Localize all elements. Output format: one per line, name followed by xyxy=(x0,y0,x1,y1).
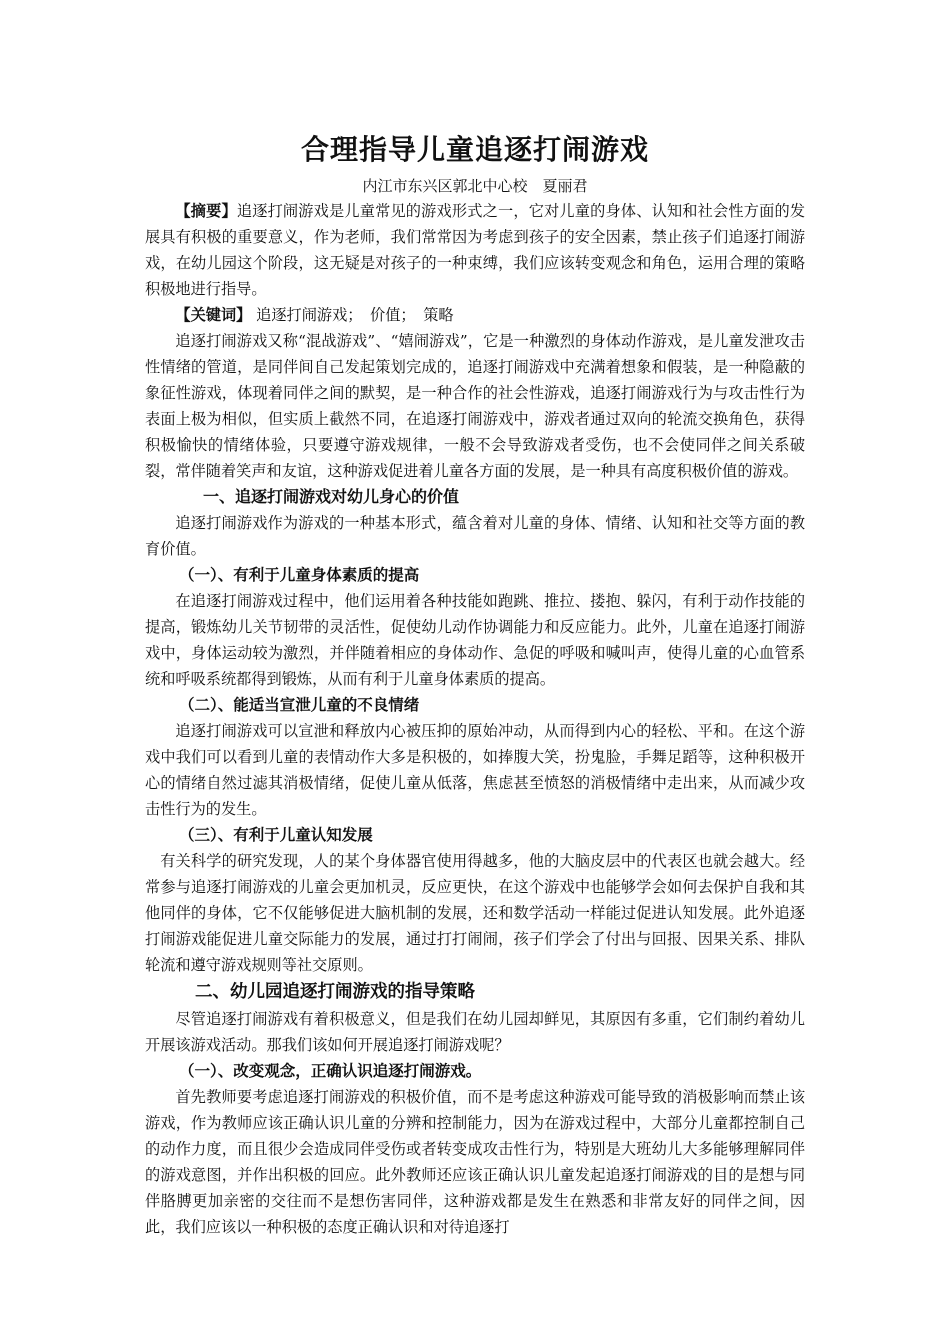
section1-sub1-text: 在追逐打闹游戏过程中，他们运用着各种技能如跑跳、推拉、搂抱、躲闪，有利于动作技能的提高，锻炼幼儿关节韧带的灵活性，促使幼儿动作协调能力和反应能力。此外，儿童在追逐打闹游戏中，身体运动较为激烈，并伴随着相应的身体动作、急促的呼吸和喊叫声，使得儿童的心血管系统和呼吸系统都得到锻炼，从而有利于儿童身体素质的提高。 xyxy=(145,592,805,688)
section1-sub2-heading: （二）、能适当宣泄儿童的不良情绪 xyxy=(179,696,420,714)
section1-sub1-heading: （一）、有利于儿童身体素质的提高 xyxy=(179,566,420,584)
section1-sub3-text: 有关科学的研究发现，人的某个身体器官使用得越多，他的大脑皮层中的代表区也就会越大。经常参与追逐打闹游戏的儿童会更加机灵，反应更快，在这个游戏中也能够学会如何去保护自我和其他同伴的身体，它不仅能够促进大脑机制的发展，还和数学活动一样能过促进认知发展。此外追逐打闹游戏能促进儿童交际能力的发展，通过打打闹闹，孩子们学会了付出与回报、因果关系、排队轮流和遵守游戏规则等社交原则。 xyxy=(145,852,805,974)
section2-sub1-heading: （一）、改变观念，正确认识追逐打闹游戏。 xyxy=(179,1062,482,1080)
section1-intro: 追逐打闹游戏作为游戏的一种基本形式，蕴含着对儿童的身体、情绪、认知和社交等方面的教育价值。 xyxy=(145,514,805,558)
author-line: 内江市东兴区郭北中心校 夏丽君 xyxy=(362,177,588,195)
section1-sub3-heading: （三）、有利于儿童认知发展 xyxy=(179,826,373,844)
section1-sub2-text: 追逐打闹游戏可以宣泄和释放内心被压抑的原始冲动，从而得到内心的轻松、平和。在这个游戏中我们可以看到儿童的表情动作大多是积极的，如捧腹大笑，扮鬼脸，手舞足蹈等，这种积极开心的情绪自然过滤其消极情绪，促使儿童从低落，焦虑甚至愤怒的消极情绪中走出来，从而减少攻击性行为的发生。 xyxy=(145,722,805,818)
intro-paragraph: 追逐打闹游戏又称“混战游戏”、“嬉闹游戏”，它是一种激烈的身体动作游戏，是儿童发泄攻击性情绪的管道，是同伴间自己发起策划完成的，追逐打闹游戏中充满着想象和假装，是一种隐蔽的象征性游戏，体现着同伴之间的默契，是一种合作的社会性游戏，追逐打闹游戏行为与攻击性行为表面上极为相似，但实质上截然不同，在追逐打闹游戏中，游戏者通过双向的轮流交换角色，获得积极愉快的情绪体验，只要遵守游戏规律，一般不会导致游戏者受伤，也不会使同伴之间关系破裂，常伴随着笑声和友谊，这种游戏促进着儿童各方面的发展，是一种具有高度积极价值的游戏。 xyxy=(145,332,805,480)
section2-sub1-text: 首先教师要考虑追逐打闹游戏的积极价值，而不是考虑这种游戏可能导致的消极影响而禁止该游戏，作为教师应该正确认识儿童的分辨和控制能力，因为在游戏过程中，大部分儿童都控制自己的动作力度，而且很少会造成同伴受伤或者转变成攻击性行为，特别是大班幼儿大多能够理解同伴的游戏意图，并作出积极的回应。此外教师还应该正确认识儿童发起追逐打闹游戏的目的是想与同伴胳膊更加亲密的交往而不是想伤害同伴，这种游戏都是发生在熟悉和非常友好的同伴之间，因此，我们应该以一种积极的态度正确认识和对待追逐打 xyxy=(145,1088,805,1236)
abstract-text: 追逐打闹游戏是儿童常见的游戏形式之一，它对儿童的身体、认知和社会性方面的发展具有积极的重要意义，作为老师，我们常常因为考虑到孩子的安全因素，禁止孩子们追逐打闹游戏，在幼儿园这个阶段，这无疑是对孩子的一种束缚，我们应该转变观念和角色，运用合理的策略积极地进行指导。 xyxy=(145,202,806,298)
abstract-label: 【摘要】 xyxy=(175,202,237,220)
keywords-paragraph xyxy=(145,302,805,328)
abstract-paragraph xyxy=(145,198,805,302)
section2-intro: 尽管追逐打闹游戏有着积极意义，但是我们在幼儿园却鲜见，其原因有多重，它们制约着幼儿开展该游戏活动。那我们该如何开展追逐打闹游戏呢？ xyxy=(145,1010,805,1054)
keywords-text: 追逐打闹游戏； 价值； 策略 xyxy=(256,306,454,324)
document-body xyxy=(145,128,805,1240)
keywords-label: 【关键词】 xyxy=(175,306,252,324)
document-title: 合理指导儿童追逐打闹游戏 xyxy=(300,133,649,166)
section1-heading: 一、追逐打闹游戏对幼儿身心的价值 xyxy=(203,487,460,506)
section2-heading: 二、幼儿园追逐打闹游戏的指导策略 xyxy=(195,982,475,1002)
